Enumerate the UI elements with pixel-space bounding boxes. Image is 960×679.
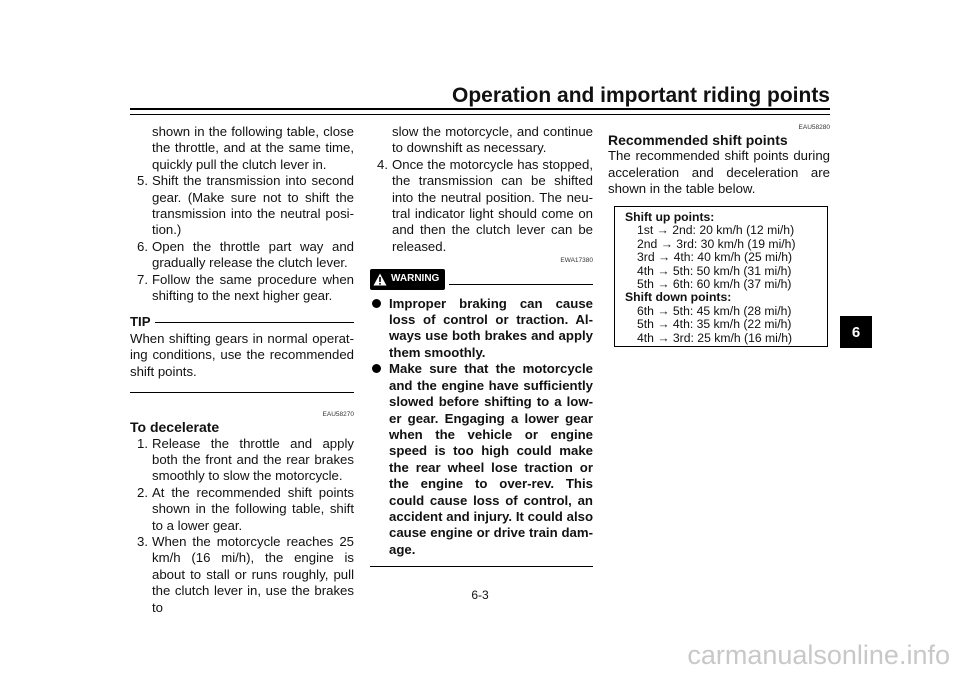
step-number: 1. [137, 435, 148, 451]
page-header-title: Operation and important riding points [452, 84, 830, 107]
tip-bottom-rule [130, 392, 354, 393]
shift-down-row: 4th → 3rd: 25 km/h (16 mi/h) [637, 330, 793, 345]
step-number: 7. [137, 271, 148, 287]
step-text: Shift the transmission into second gear. (Make sure not to shift the transmission into the neutral posi-tion.) [152, 173, 354, 238]
shift-up-label: Shift up points: [625, 210, 715, 224]
shift-up-row: 5th → 6th: 60 km/h (37 mi/h) [637, 277, 792, 292]
decel-step-3 [130, 534, 354, 616]
warning-bullet [370, 361, 593, 558]
tip-label: TIP [130, 314, 151, 330]
step-text: Open the throttle part way and gradually release the clutch lever. [152, 238, 354, 271]
column-2 [370, 124, 593, 567]
header-rule-thick [130, 108, 830, 110]
step-number: 3. [137, 533, 148, 549]
page-number: 6-3 [471, 588, 489, 602]
warning-label: WARNING [391, 273, 440, 285]
section-code: EAU58270 [322, 411, 354, 419]
step-text: Release the throttle and apply both the front and the rear brakes smoothly to slow the motorcycle. [152, 435, 354, 484]
bullet-dot-icon [372, 364, 381, 373]
bullet-dot-icon [372, 299, 381, 308]
intro-continuation: shown in the following table, close the throttle, and at the same time, quickly pull the clutch lever in. [152, 124, 354, 172]
column-1 [130, 124, 354, 616]
step-text: Once the motorcycle has stopped, the transmission can be shifted into the neutral position. The neu-tral indicator light should come on and then the clutch lever can be released. [392, 156, 593, 254]
warning-rule [449, 284, 593, 285]
tip-header [130, 314, 354, 330]
step-number: 2. [137, 484, 148, 500]
decel-step-4 [370, 157, 593, 255]
warning-code: EWA17380 [560, 257, 593, 265]
watermark: carmanualsonline.info [687, 640, 950, 670]
shift-up-row: 4th → 5th: 50 km/h (31 mi/h) [637, 263, 792, 278]
step-5 [130, 173, 354, 239]
shift-up-row: 1st → 2nd: 20 km/h (12 mi/h) [637, 223, 795, 238]
step-3-continuation: slow the motorcycle, and continue to downshift as necessary. [392, 124, 593, 156]
step-number: 4. [377, 156, 388, 172]
step-text: At the recommended shift points shown in the following table, shift to a lower gear. [152, 484, 354, 533]
step-7 [130, 272, 354, 305]
warning-bullet [370, 296, 593, 362]
warning-bottom-rule [370, 566, 593, 567]
shift-points-table [614, 206, 828, 347]
shift-down-row: 6th → 5th: 45 km/h (28 mi/h) [637, 303, 792, 318]
shift-down-label: Shift down points: [625, 290, 732, 305]
step-text: Follow the same procedure when shifting to the next higher gear. [152, 271, 354, 304]
column-3 [608, 124, 830, 198]
header-rule-thin [130, 114, 830, 115]
section-code: EAU58280 [798, 124, 830, 131]
step-number: 5. [137, 173, 148, 189]
decelerate-heading: To decelerate [130, 419, 220, 436]
shift-points-heading: Recommended shift points [608, 132, 788, 148]
step-number: 6. [137, 238, 148, 254]
warning-header [370, 269, 593, 289]
warning-list [370, 296, 593, 559]
step-text: When the motorcycle reaches 25 km/h (16 mi/h), the engine is about to stall or runs roughly, pull the clutch lever in, use the brakes to [152, 533, 354, 615]
warning-badge [370, 269, 445, 289]
decel-step-2 [130, 485, 354, 534]
bullet-text: Improper braking can cause loss of control or traction. Al-ways use both brakes and apply them smoothly. [389, 295, 593, 360]
shift-points-text: The recommended shift points during acceleration and deceleration are shown in the table below. [608, 148, 830, 197]
tip-text: When shifting gears in normal operat-ing conditions, use the recommended shift points. [130, 330, 354, 379]
step-6 [130, 239, 354, 272]
shift-up-row: 3rd → 4th: 40 km/h (25 mi/h) [637, 250, 793, 265]
tip-rule [155, 322, 354, 323]
chapter-tab: 6 [840, 316, 872, 348]
decel-step-1 [130, 436, 354, 485]
shift-up-row: 2nd → 3rd: 30 km/h (19 mi/h) [637, 236, 796, 251]
bullet-text: Make sure that the motorcycle and the engine have sufficiently slowed before shifting to a low-er gear. Engaging a lower gear when the vehicle or engine speed is too high could make the rear wheel lose traction or the engine to over-rev. This could cause loss of control, an accident and injury. It could also cause engine or drive train dam-age. [389, 361, 593, 557]
shift-down-row: 5th → 4th: 35 km/h (22 mi/h) [637, 317, 792, 332]
warning-triangle-icon [373, 273, 387, 286]
